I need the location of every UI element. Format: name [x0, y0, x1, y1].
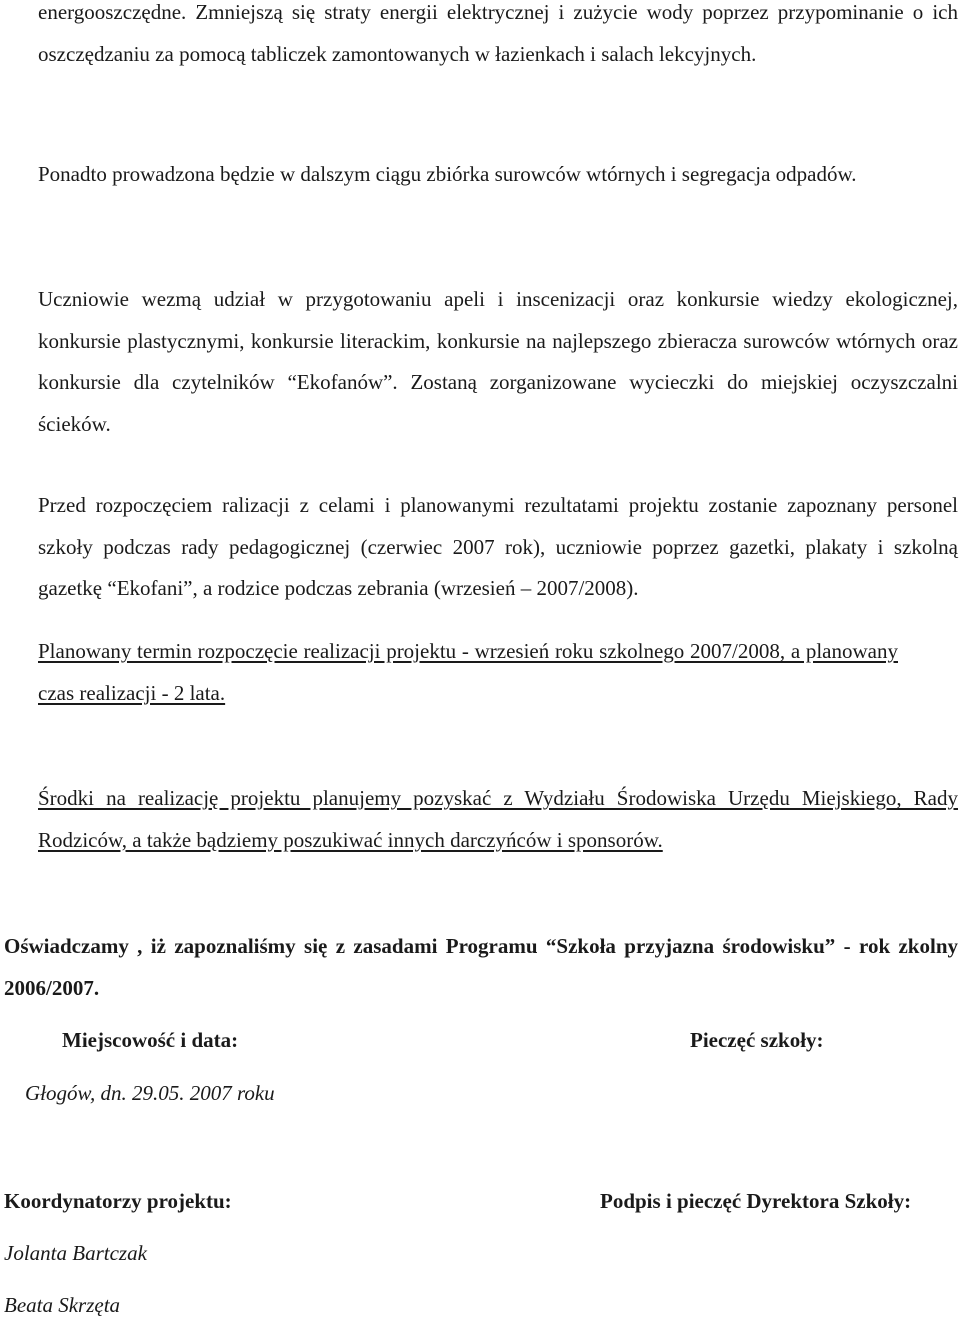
place-date-label: Miejscowość i data: — [62, 1028, 239, 1052]
paragraph-energy-saving: energooszczędne. Zmniejszą się straty energii elektrycznej i zużycie wody poprzez przypominanie o ich oszczędzaniu za pomocą tabliczek zamontowanych w łazienkach i salach lekcyjnych. — [38, 0, 958, 66]
paragraph-project-schedule — [38, 631, 898, 714]
paragraph-introduction-plan: Przed rozpoczęciem ralizacji z celami i planowanymi rezultatami projektu zostanie zapoznany personel szkoły podczas rady pedagogicznej (czerwiec 2007 rok), uczniowie poprzez gazetki, plakaty i szkolną gazetkę “Ekofani”, a rodzice podczas zebrania (wrzesień – 2007/2008). — [38, 493, 958, 600]
declaration-statement: Oświadczamy , iż zapoznaliśmy się z zasadami Programu “Szkoła przyjazna środowisku” - rok zkolny 2006/2007. — [4, 934, 958, 1000]
paragraph-student-activities: Uczniowie wezmą udział w przygotowaniu apeli i inscenizacji oraz konkursie wiedzy ekologicznej, konkursie plastycznymi, konkursie literackim, konkursie na najlepszego zbieracza surowców wtórnych oraz konkursie dla czytelników “Ekofanów”. Zostaną zorganizowane wycieczki do miejskiej oczyszczalni ścieków. — [38, 287, 958, 436]
project-schedule-text: Planowany termin rozpoczęcie realizacji projektu - wrzesień roku szkolnego 2007/2008, a planowany czas realizacji - 2 lata. — [38, 639, 898, 705]
place-date-value: Głogów, dn. 29.05. 2007 roku — [25, 1081, 275, 1105]
funding-text: Środki na realizację projektu planujemy pozyskać z Wydziału Środowiska Urzędu Miejskiego, Rady Rodziców, a także bądziemy poszukiwać innych darczyńców i sponsorów. — [38, 786, 958, 852]
paragraph-funding — [38, 778, 958, 861]
school-stamp-label: Pieczęć szkoły: — [690, 1028, 824, 1052]
coordinator-name: Beata Skrzęta — [4, 1293, 121, 1317]
coordinators-label: Koordynatorzy projektu: — [4, 1189, 232, 1213]
director-signature-label: Podpis i pieczęć Dyrektora Szkoły: — [600, 1189, 912, 1213]
paragraph-recycling: Ponadto prowadzona będzie w dalszym ciągu zbiórka surowców wtórnych i segregacja odpadów. — [38, 162, 857, 186]
coordinator-name: Jolanta Bartczak — [4, 1241, 147, 1265]
